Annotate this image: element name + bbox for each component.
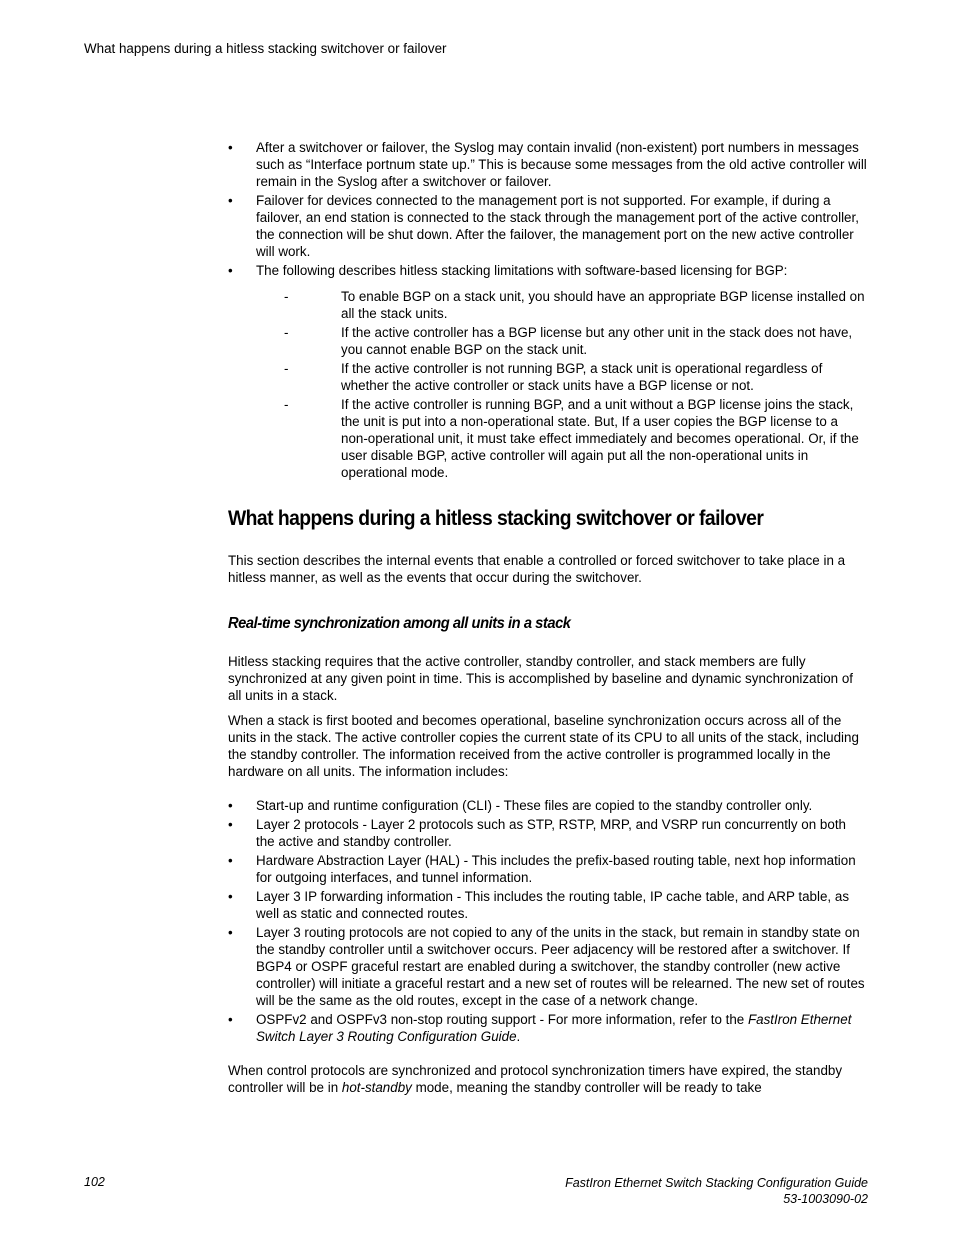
sync-info-list [228,797,868,1045]
list-item [228,1011,868,1045]
page-content [228,139,868,1104]
sub-list-item: - To enable BGP on a stack unit, you should have an appropriate BGP license installed on all the stack units. [256,288,868,322]
section-intro: This section describes the internal events that enable a controlled or forced switchover to take place in a hitless manner, as well as the events that occur during the switchover. [228,553,846,585]
list-item-text: The following describes hitless stacking limitations with software-based licensing for BGP: [256,263,788,278]
paragraph: When a stack is first booted and becomes operational, baseline synchronization occurs across all of the units in the stack. The active controller copies the current state of its CPU to all units of the stack, including the standby controller. The information received from the active controller is programmed locally in the hardware on all units. The information includes: [228,713,859,779]
list-item: • Layer 3 IP forwarding information - This includes the routing table, IP cache table, and ARP table, as well as static and connected routes. [228,888,868,922]
paragraph: Hitless stacking requires that the active controller, standby controller, and stack members are fully synchronized at any given point in time. This is accomplished by baseline and dynamic synchronization of all units in a stack. [228,654,853,703]
list-item: • After a switchover or failover, the Syslog may contain invalid (non-existent) port numbers in messages such as “Interface portnum state up.” This is because some messages from the old active controller will remain in the Syslog after a switchover or failover. [228,139,868,190]
guide-reference: FastIron Ethernet Switch Layer 3 Routing Configuration Guide [256,1012,852,1044]
sub-list-item: - If the active controller is not running BGP, a stack unit is operational regardless of whether the active controller or stack units have a BGP license or not. [256,360,868,394]
list-item: • Hardware Abstraction Layer (HAL) - This includes the prefix-based routing table, next hop information for outgoing interfaces, and tunnel information. [228,852,868,886]
limitations-list [228,139,868,481]
closing-paragraph [228,1062,868,1096]
list-item: • Start-up and runtime configuration (CLI) - These files are copied to the standby controller only. [228,797,868,814]
sub-list-item: - If the active controller has a BGP license but any other unit in the stack does not have, you cannot enable BGP on the stack unit. [256,324,868,358]
bgp-sublist [256,288,868,481]
closing-text-end: mode, meaning the standby controller will be ready to take [411,1080,762,1095]
list-item: • Layer 2 protocols - Layer 2 protocols such as STP, RSTP, MRP, and VSRP run concurrently on both the active and standby controller. [228,816,868,850]
guide-title: FastIron Ethernet Switch Stacking Configuration Guide [565,1176,868,1190]
subsection-heading: Real-time synchronization among all units in a stack [228,615,571,632]
hot-standby-term: hot-standby [341,1080,412,1095]
document-number: 53-1003090-02 [783,1192,868,1206]
list-item-suffix: . [516,1029,521,1044]
list-item-text: OSPFv2 and OSPFv3 non-stop routing support - For more information, refer to the [256,1012,748,1027]
list-item [228,262,868,481]
page-number: 102 [84,1175,105,1189]
list-item: • Failover for devices connected to the management port is not supported. For example, if during a failover, an end station is connected to the stack through the management port of the active controller, the connection will be shut down. After the failover, the management port on the new active controller will work. [228,192,868,260]
sub-list-item: - If the active controller is running BGP, and a unit without a BGP license joins the stack, the unit is put into a non-operational state. But, If a user copies the BGP license to a non-operational unit, it must take effect immediately and becomes operational. Or, if the user disable BGP, active controller will again put all the non-operational units in operational mode. [256,396,868,481]
closing-text: When control protocols are synchronized and protocol synchronization timers have expired, the standby controller will be in [228,1063,843,1095]
running-header: What happens during a hitless stacking switchover or failover [84,41,447,56]
list-item: • Layer 3 routing protocols are not copied to any of the units in the stack, but remain in standby state on the standby controller until a switchover occurs. Peer adjacency will be restored after a switchover. If BGP4 or OSPF graceful restart are enabled during a switchover, the standby controller (new active controller) will initiate a graceful restart and a new set of routes will be relearned. The new set of routes will be the same as the old routes, except in the case of a network change. [228,924,868,1009]
footer-title-block [565,1175,868,1207]
section-heading: What happens during a hitless stacking switchover or failover [228,507,764,530]
